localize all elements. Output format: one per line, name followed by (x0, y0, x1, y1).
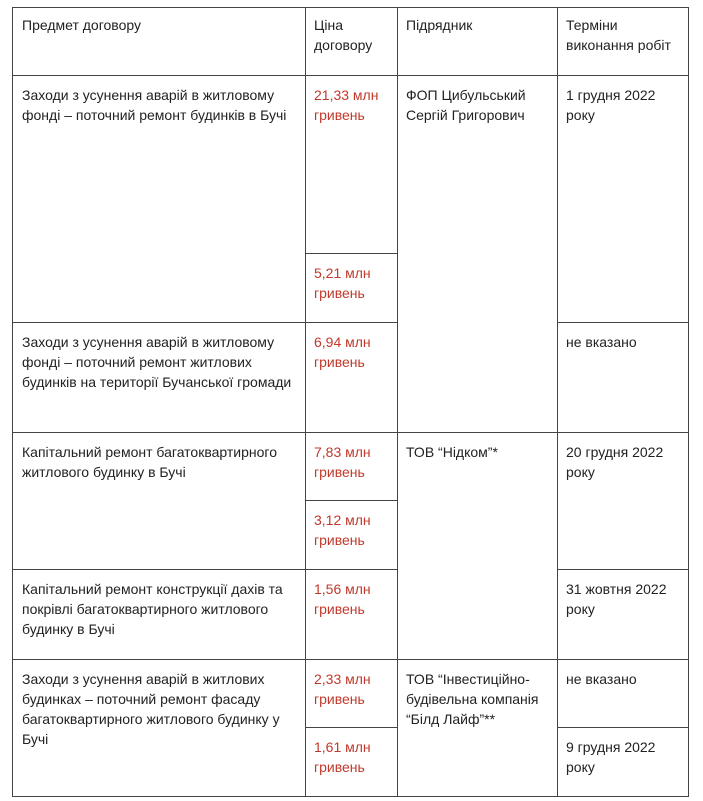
deadline-value: 31 жовтня 2022 року (566, 581, 667, 617)
table-border-bottom (12, 796, 689, 797)
table-border-right (688, 7, 689, 797)
table-border-price (305, 7, 306, 797)
contract-price: 6,94 млн гривень (314, 334, 371, 370)
deadline-value: 9 грудня 2022 року (566, 739, 656, 775)
contract-price: 21,33 млн гривень (314, 87, 379, 123)
contractor-name: ТОВ “Нідком”* (406, 444, 498, 460)
price-split-border (305, 727, 398, 728)
contract-price: 5,21 млн гривень (314, 265, 371, 301)
contractor-name: ТОВ “Інвестиційно-будівельна компанія “Білд Лайф”** (406, 671, 539, 727)
header-row-border (12, 75, 689, 76)
deadline-value: 1 грудня 2022 року (566, 87, 656, 123)
contractor-name: ФОП Цибульський Сергій Григорович (406, 87, 526, 123)
deadline-border (557, 569, 689, 570)
contract-price: 1,56 млн гривень (314, 581, 371, 617)
price-split-border (305, 500, 398, 501)
row-border (12, 432, 558, 433)
price-split-border (305, 253, 398, 254)
deadline-value: не вказано (566, 334, 637, 350)
contract-price: 3,12 млн гривень (314, 512, 371, 548)
row-border (12, 322, 398, 323)
row-border (12, 659, 558, 660)
header-deadline: Терміни виконання робіт (566, 17, 671, 53)
contract-price: 7,83 млн гривень (314, 444, 371, 480)
table-border-contractor (397, 7, 398, 797)
header-price: Ціна договору (314, 17, 373, 53)
row-subject: Капітальний ремонт конструкції дахів та покрівлі багатоквартирного житлового будинку в Бучі (22, 581, 283, 637)
deadline-border (557, 727, 689, 728)
table-border-deadline (557, 7, 558, 797)
table-border-left (12, 7, 13, 797)
header-contractor: Підрядник (406, 17, 473, 33)
deadline-border (557, 322, 689, 323)
table-border-top (12, 7, 689, 8)
deadline-value: не вказано (566, 671, 637, 687)
row-subject: Заходи з усунення аварій в житловому фонді – поточний ремонт будинків в Бучі (22, 87, 287, 123)
contracts-table (12, 7, 689, 797)
deadline-value: 20 грудня 2022 року (566, 444, 664, 480)
row-subject: Заходи з усунення аварій в житловому фонді – поточний ремонт житлових будинків на території Бучанської громади (22, 334, 292, 390)
row-subject: Заходи з усунення аварій в житлових будинках – поточний ремонт фасаду багатоквартирного житлового будинку у Бучі (22, 671, 280, 747)
row-subject: Капітальний ремонт багатоквартирного житлового будинку в Бучі (22, 444, 278, 480)
header-subject: Предмет договору (22, 17, 141, 33)
contract-price: 1,61 млн гривень (314, 739, 371, 775)
deadline-border (557, 432, 689, 433)
contract-price: 2,33 млн гривень (314, 671, 371, 707)
deadline-border (557, 659, 689, 660)
row-border (12, 569, 398, 570)
